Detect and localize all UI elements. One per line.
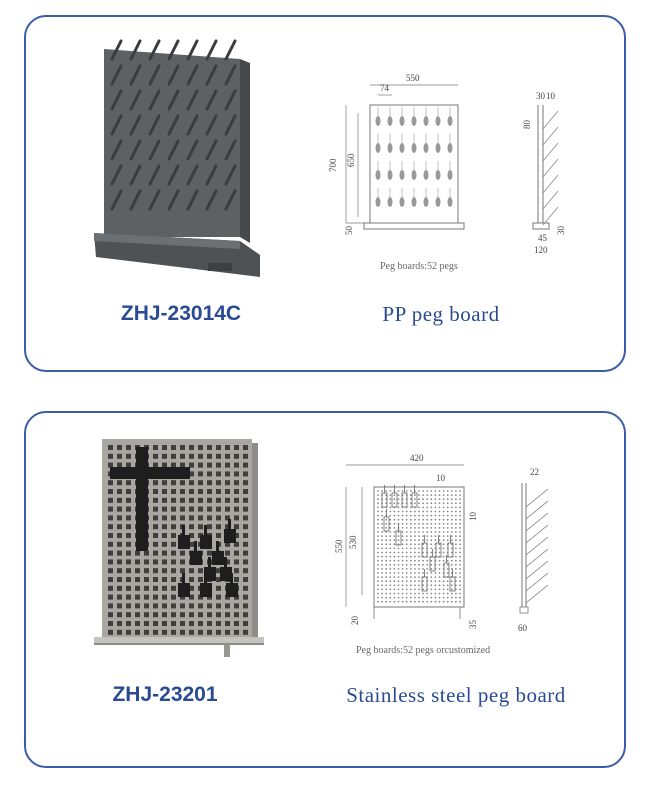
pp-peg-board-photo (90, 37, 262, 287)
product-card-pp (24, 15, 626, 372)
dim-text: 10 (546, 91, 555, 101)
dim-text: 420 (410, 453, 424, 463)
product-name: Stainless steel peg board (346, 683, 566, 707)
dim-text: 650 (346, 153, 356, 167)
model-number: ZHJ-23201 (112, 683, 218, 706)
dim-text: 530 (348, 535, 358, 549)
model-number: ZHJ-23014C (120, 302, 242, 325)
dim-text: 10 (468, 512, 478, 521)
steel-peg-board-photo (92, 433, 268, 661)
product-card-steel (24, 411, 626, 768)
dim-text: 30 (536, 91, 545, 101)
dim-text: 700 (328, 158, 338, 172)
drawing-caption: Peg boards:52 pegs orcustomized (356, 645, 491, 656)
drawing-caption: Peg boards:52 pegs (380, 261, 458, 272)
steel-peg-board-drawing (326, 447, 566, 667)
dim-text: 30 (556, 226, 566, 235)
dim-text: 22 (530, 467, 539, 477)
dim-text: 45 (538, 233, 547, 243)
dim-text: 10 (436, 473, 445, 483)
dim-text: 60 (518, 623, 527, 633)
pp-peg-board-drawing (316, 57, 566, 297)
dim-text: 35 (468, 620, 478, 629)
dim-text: 120 (534, 245, 548, 255)
dim-text: 20 (350, 616, 360, 625)
dim-text: 550 (406, 73, 420, 83)
dim-text: 80 (522, 120, 532, 129)
dim-text: 550 (334, 539, 344, 553)
product-name: PP peg board (382, 302, 500, 326)
dim-text: 50 (344, 226, 354, 235)
dim-text: 74 (380, 83, 389, 93)
